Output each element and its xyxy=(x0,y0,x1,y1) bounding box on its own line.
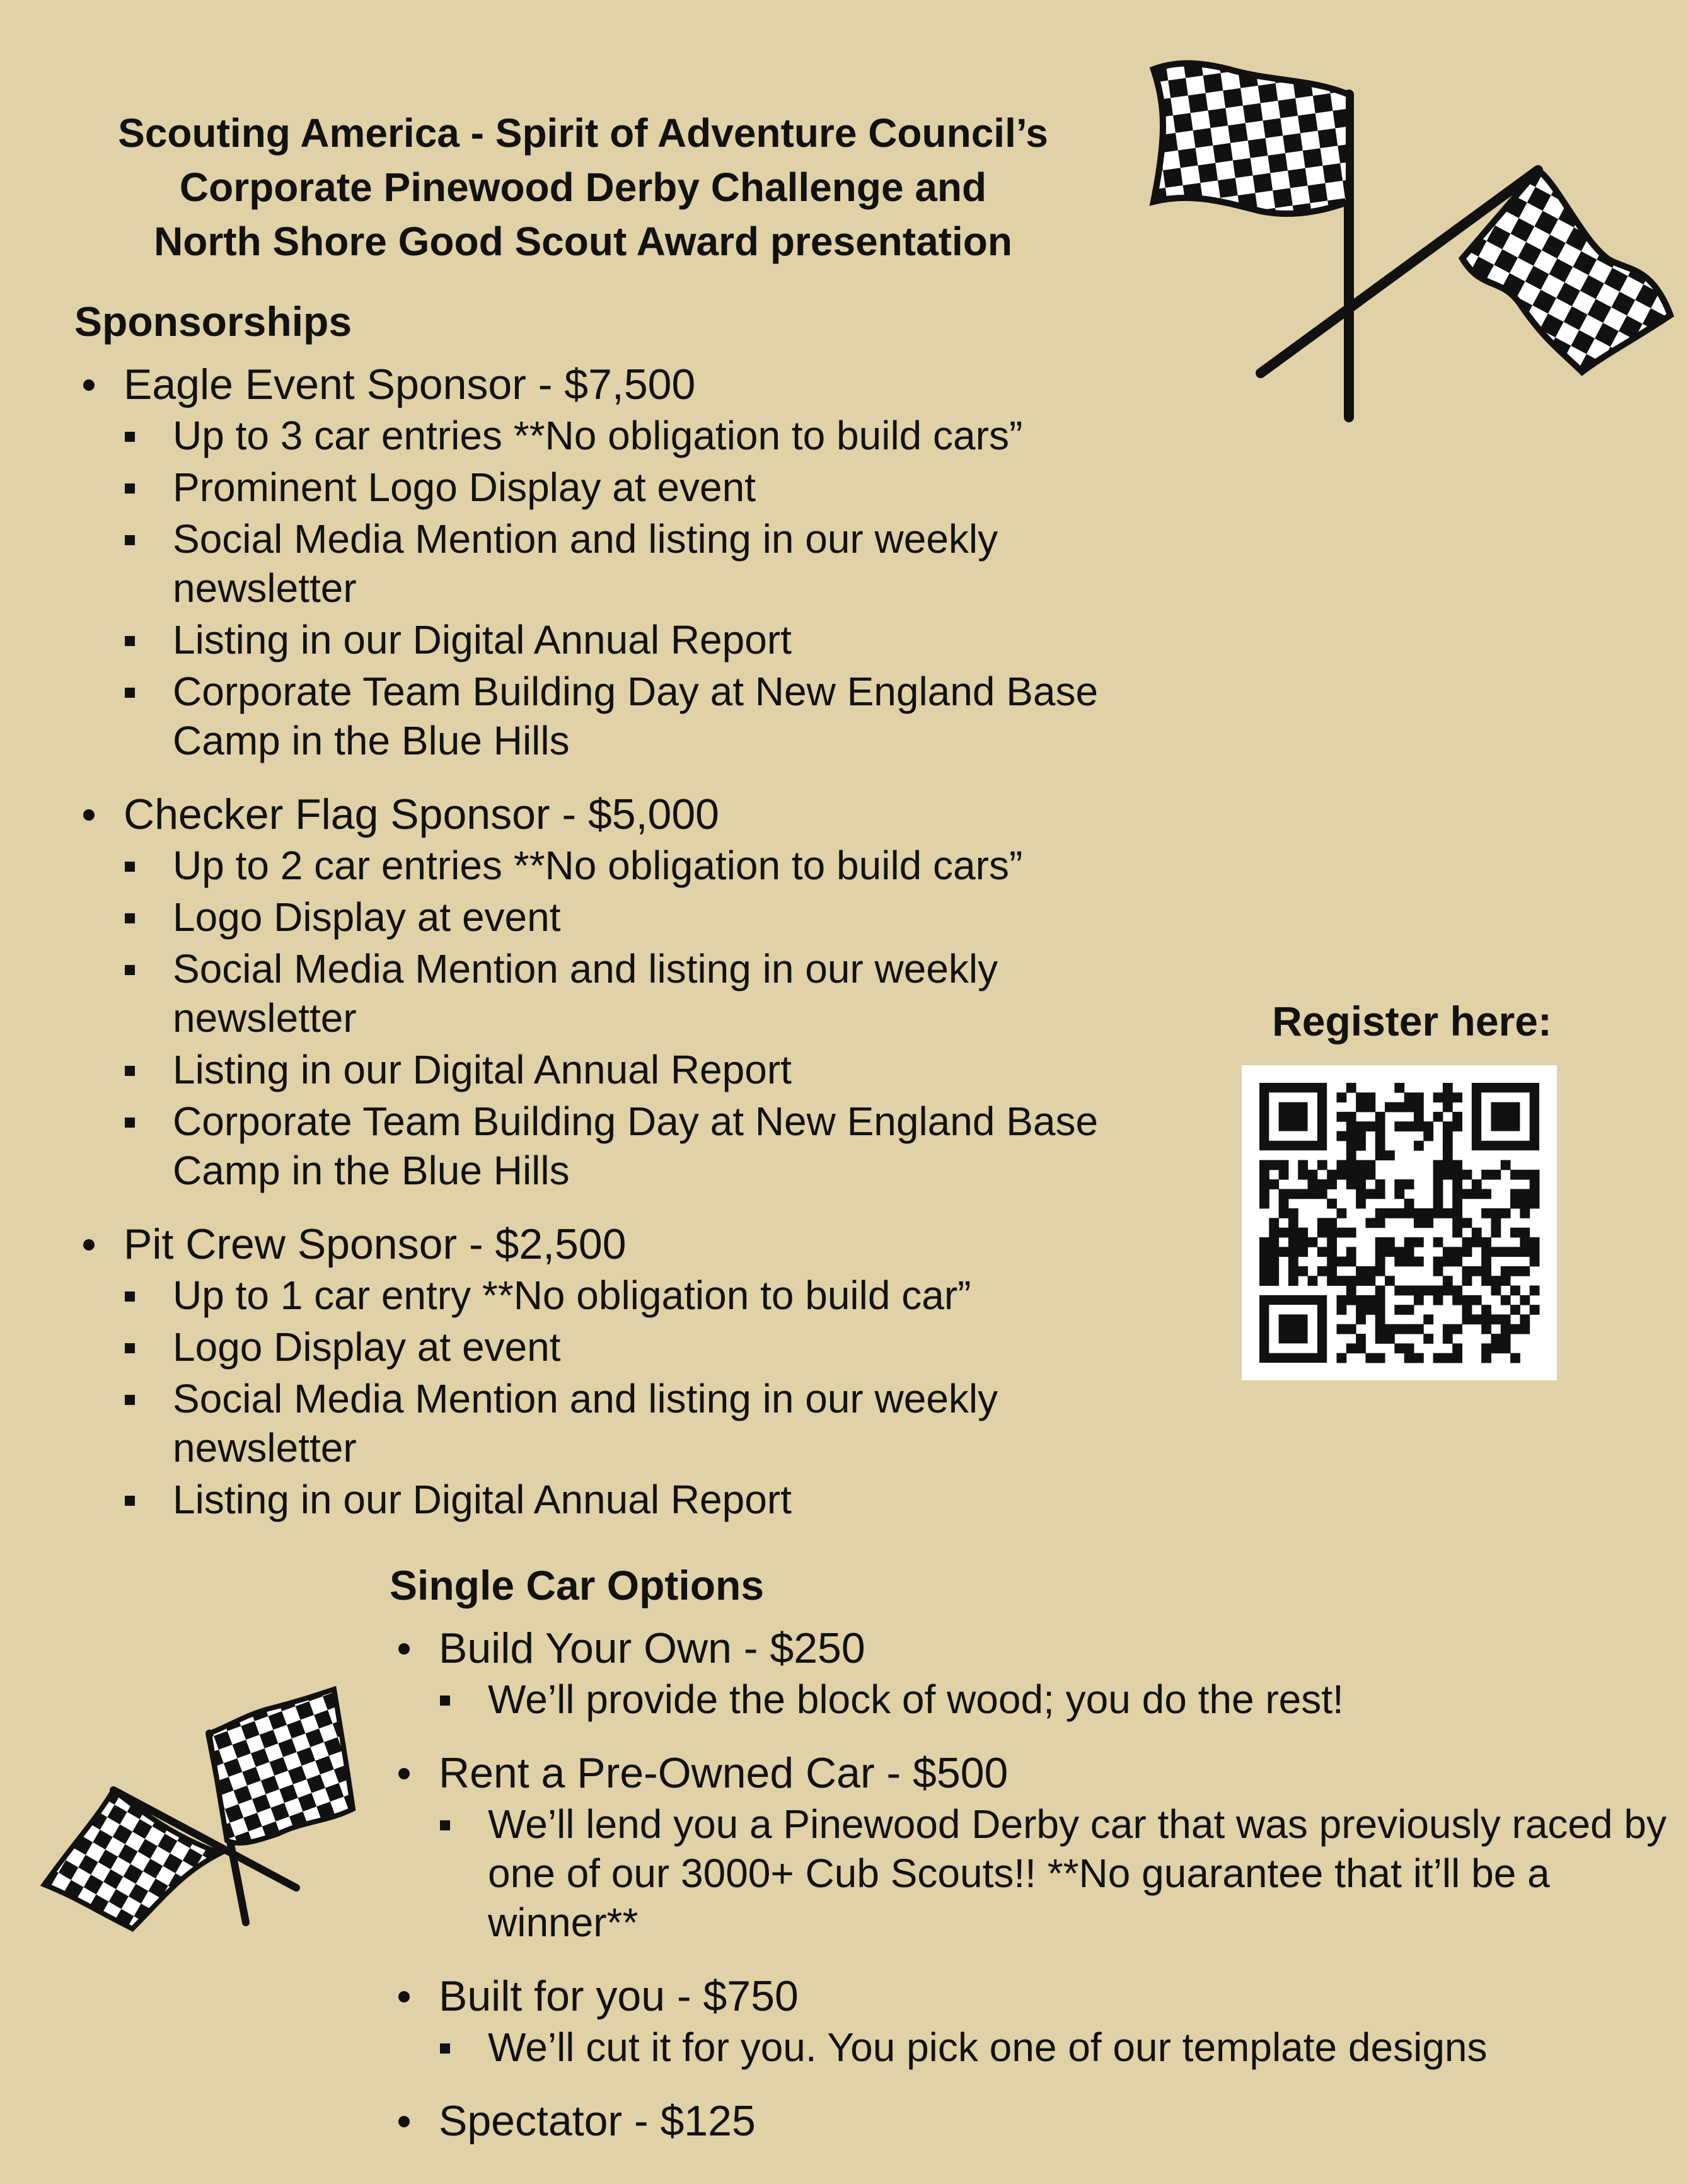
qr-code-icon[interactable] xyxy=(1242,1065,1557,1380)
sponsorships-heading: Sponsorships xyxy=(74,298,352,345)
option-detail: We’ll cut it for you. You pick one of our template designs xyxy=(439,2023,1675,2072)
benefit-item: Social Media Mention and listing in our weekly newsletter xyxy=(124,514,1093,613)
title-line-1: Scouting America - Spirit of Adventure Council’s xyxy=(118,110,1048,156)
sponsor-tier-checker-flag xyxy=(74,788,1159,1195)
tier-benefits xyxy=(124,411,1159,765)
register-label: Register here: xyxy=(1272,998,1552,1044)
title-line-3: North Shore Good Scout Award presentation xyxy=(154,219,1012,264)
benefit-item: Prominent Logo Display at event xyxy=(124,463,1159,512)
tier-label: Checker Flag Sponsor - $5,000 xyxy=(124,788,1159,841)
tier-label: Eagle Event Sponsor - $7,500 xyxy=(124,358,1159,411)
option-build-your-own xyxy=(390,1622,1675,1724)
benefit-item: Listing in our Digital Annual Report xyxy=(124,1045,1159,1094)
page-title xyxy=(38,106,1128,269)
option-details xyxy=(439,1800,1675,1947)
bottom-checkered-flags-icon xyxy=(38,1677,366,1941)
single-car-options-section xyxy=(390,1560,1675,2170)
option-built-for-you xyxy=(390,1970,1675,2072)
benefit-item: Social Media Mention and listing in our weekly newsletter xyxy=(124,944,1093,1043)
sponsor-tier-eagle xyxy=(74,358,1159,765)
benefit-item: Listing in our Digital Annual Report xyxy=(124,1475,1159,1524)
benefit-item: Logo Display at event xyxy=(124,893,1159,942)
option-label: Spectator - $125 xyxy=(439,2094,1675,2147)
option-spectator xyxy=(390,2094,1675,2147)
sponsor-tier-pit-crew xyxy=(74,1218,1159,1524)
option-rent-pre-owned xyxy=(390,1747,1675,1947)
option-details xyxy=(439,2023,1675,2072)
benefit-item: Listing in our Digital Annual Report xyxy=(124,615,1159,664)
title-line-2: Corporate Pinewood Derby Challenge and xyxy=(179,165,987,210)
benefit-item: Logo Display at event xyxy=(124,1322,1159,1372)
benefit-item: Up to 1 car entry **No obligation to build car” xyxy=(124,1271,1159,1320)
tier-label: Pit Crew Sponsor - $2,500 xyxy=(124,1218,1159,1271)
benefit-item: Up to 2 car entries **No obligation to build cars” xyxy=(124,841,1159,890)
option-label: Build Your Own - $250 xyxy=(439,1622,1675,1675)
single-car-option-list xyxy=(390,1622,1675,2147)
benefit-item: Up to 3 car entries **No obligation to build cars” xyxy=(124,411,1159,460)
option-detail: We’ll provide the block of wood; you do the rest! xyxy=(439,1675,1675,1724)
benefit-item: Social Media Mention and listing in our weekly newsletter xyxy=(124,1374,1093,1472)
benefit-item: Corporate Team Building Day at New England Base Camp in the Blue Hills xyxy=(124,1097,1156,1195)
top-checkered-flags-icon xyxy=(1128,50,1677,429)
sponsorship-tier-list xyxy=(74,358,1159,1524)
option-details xyxy=(439,1675,1675,1724)
single-car-options-heading: Single Car Options xyxy=(390,1562,765,1609)
tier-benefits xyxy=(124,1271,1159,1524)
option-label: Built for you - $750 xyxy=(439,1970,1675,2023)
option-detail: We’ll lend you a Pinewood Derby car that was previously raced by one of our 3000+ Cub Scouts!! **No guarantee that it’ll be a winner** xyxy=(439,1800,1675,1947)
tier-benefits xyxy=(124,841,1159,1195)
benefit-item: Corporate Team Building Day at New England Base Camp in the Blue Hills xyxy=(124,667,1156,765)
option-label: Rent a Pre-Owned Car - $500 xyxy=(439,1747,1675,1800)
sponsorships-section xyxy=(74,296,1159,1547)
